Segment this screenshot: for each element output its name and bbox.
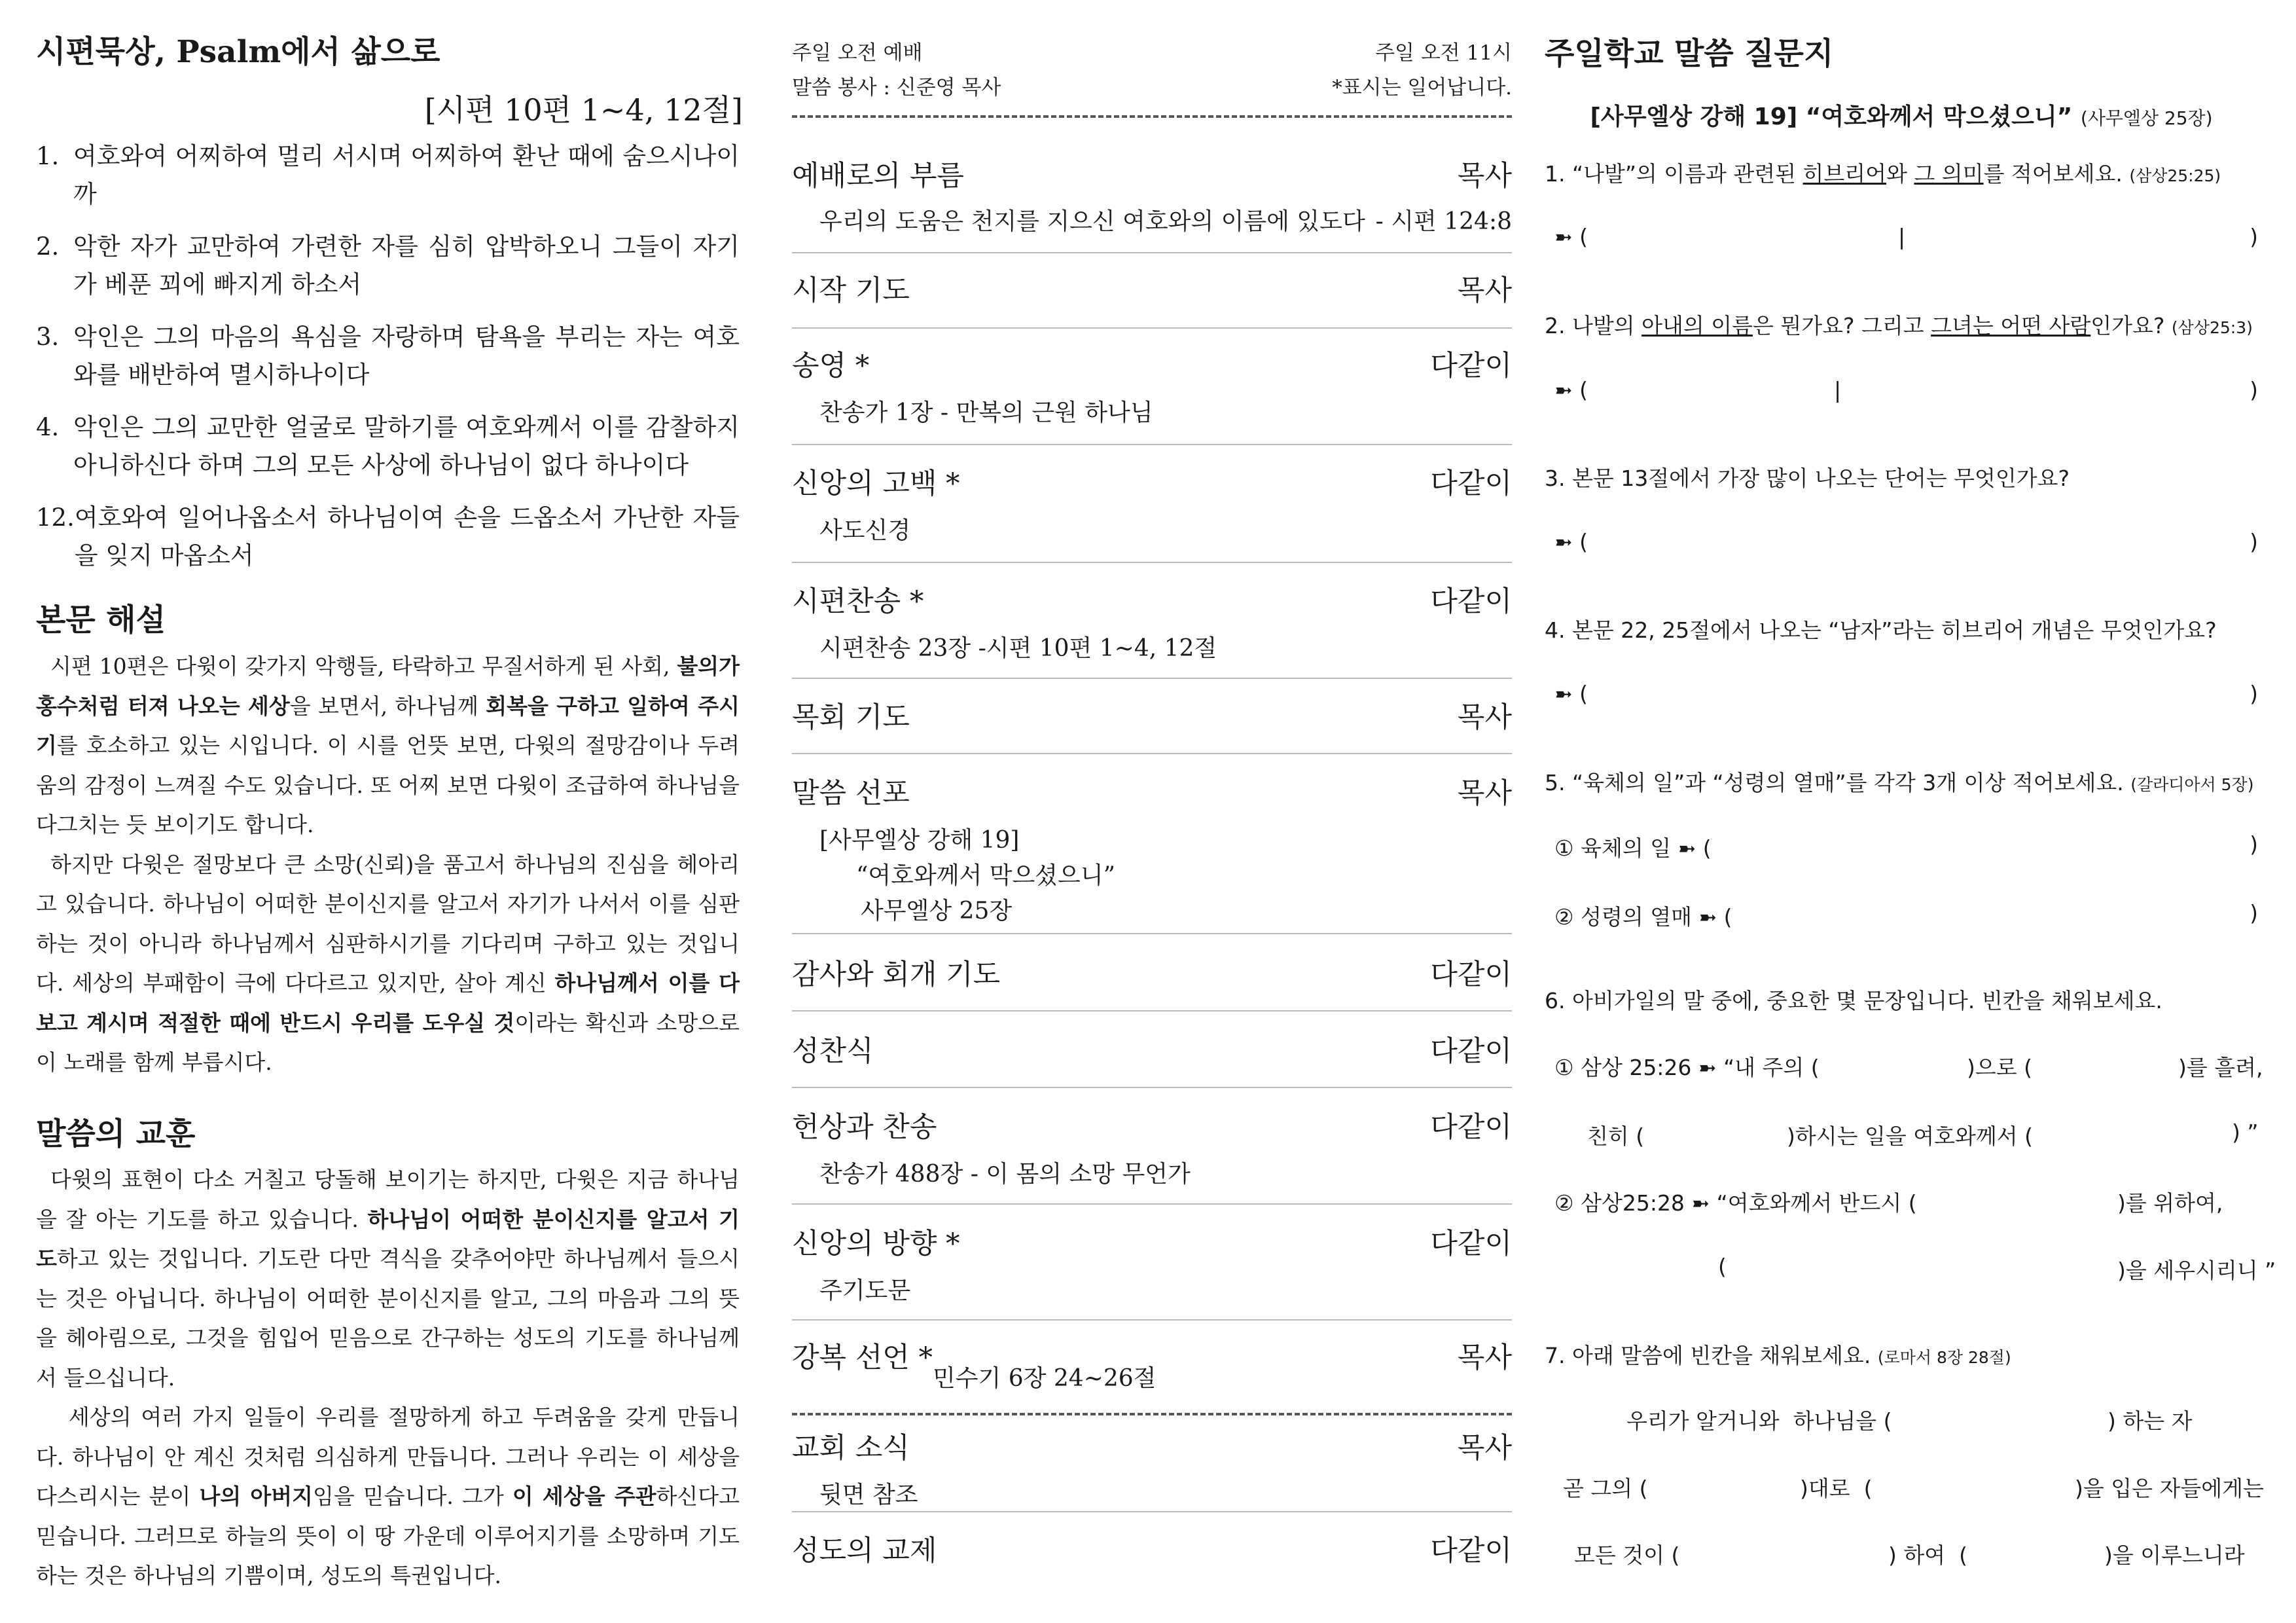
paren: ) — [2250, 831, 2258, 857]
divider — [792, 1010, 1512, 1012]
service-name: 주일 오전 예배 — [792, 41, 923, 65]
stand-note: *표시는 일어납니다. — [1332, 76, 1512, 100]
lesson-paragraph — [36, 1160, 740, 1398]
answer-open — [1554, 377, 1588, 403]
text-span: 은 뭔가요? 그리고 — [1753, 313, 1931, 338]
fill-blank-line[interactable] — [1554, 1186, 1917, 1217]
paren: ( — [1579, 224, 1588, 249]
paren: ) — [2250, 681, 2258, 706]
divider — [792, 1319, 1512, 1321]
divider — [792, 562, 1512, 563]
question-3: 3. 본문 13절에서 가장 많이 나오는 단어는 무엇인가요? — [1545, 465, 2070, 491]
text-span: 하고 있는 것입니다. 기도란 다만 격식을 갖추어야만 하나님께서 들으시는 것은 아닙니다. 하나님이 어떠한 분이신지를 알고, 그의 마음과 그의 뜻을 헤아림으로, 그것을 힘입어 믿음으로 간구하는 성도의 기도를 하나님께서 들으십니다. — [36, 1246, 740, 1391]
text-span: 를 적어보세요. — [1983, 161, 2130, 187]
text-span: “내 주의 ( — [1723, 1055, 1820, 1080]
text-span: 다윗의 표현이 다소 거칠고 당돌해 보이기는 하지만, 다윗은 지금 하나님을 잘 아는 기도를 하고 있습니다. — [36, 1167, 740, 1232]
divider — [792, 933, 1512, 934]
sermon-passage: 사무엘상 25장 — [861, 898, 1013, 924]
lesson-paragraph — [36, 1398, 740, 1596]
fill-blank-segment[interactable]: 친히 ( — [1587, 1123, 1645, 1149]
fill-blank-segment[interactable]: )을 이루느니라 — [2104, 1542, 2245, 1568]
divider — [792, 444, 1512, 445]
commentary-heading: 본문 해설 — [36, 602, 166, 638]
arrow-icon: ➼ — [1554, 681, 1573, 706]
answer-open — [1554, 681, 1588, 706]
meditation-column — [36, 0, 743, 1623]
paren: ) — [2250, 900, 2258, 926]
underlined-text: 그 의미 — [1914, 161, 1984, 187]
emphasis-text: 나의 아버지 — [199, 1484, 313, 1509]
order-leader: 다같이 — [1430, 1535, 1512, 1567]
verse-text: 악한 자가 교만하여 가련한 자를 심히 압박하오니 그들이 자기가 베푼 꾀에 빠지게 하소서 — [73, 232, 740, 299]
divider — [792, 1511, 1512, 1512]
order-detail: 뒷면 참조 — [819, 1482, 918, 1508]
order-detail: 사도신경 — [819, 517, 911, 544]
arrow-icon: ➼ — [1677, 835, 1696, 861]
paren: ( — [1579, 529, 1588, 555]
verse-text: 여호와여 일어나옵소서 하나님이여 손을 드옵소서 가난한 자들을 잊지 마옵소서 — [74, 503, 740, 570]
subtitle-ref: (사무엘상 25장) — [2080, 107, 2213, 129]
answer-label: ② 성령의 열매 — [1554, 904, 1692, 930]
fill-blank-segment[interactable]: )하시는 일을 여호와께서 ( — [1787, 1123, 2033, 1149]
lesson-heading: 말씀의 교훈 — [36, 1116, 196, 1152]
order-detail: 우리의 도움은 천지를 지으신 여호와의 이름에 있도다 — [819, 208, 1365, 235]
order-title: 감사와 회개 기도 — [792, 958, 1001, 991]
paren: ( — [1579, 681, 1588, 706]
order-title: 말씀 선포 — [792, 777, 910, 810]
fill-blank-segment[interactable]: ( — [1718, 1254, 1727, 1279]
divider — [792, 1203, 1512, 1205]
order-leader: 목사 — [1457, 1341, 1512, 1374]
paren: ) — [2250, 377, 2258, 403]
service-header-row — [792, 36, 1512, 65]
preacher: 말씀 봉사 : 신준영 목사 — [792, 76, 1001, 100]
divider — [792, 327, 1512, 329]
fill-blank-segment[interactable]: )으로 ( — [1967, 1055, 2032, 1080]
order-item — [792, 268, 1512, 308]
question-4: 4. 본문 22, 25절에서 나오는 “남자”라는 히브리어 개념은 무엇인가요? — [1545, 617, 2217, 643]
divider — [792, 753, 1512, 754]
question-2 — [1545, 309, 2258, 340]
verse-list — [36, 137, 740, 589]
verse-number: 3. — [36, 323, 60, 351]
order-leader: 다같이 — [1430, 1228, 1512, 1260]
underlined-text: 아내의 이름 — [1641, 313, 1753, 338]
question-7 — [1545, 1339, 2258, 1370]
verse-ref: ① 삼상 25:26 — [1554, 1055, 1692, 1080]
underlined-text: 그녀는 어떤 사람 — [1931, 313, 2091, 338]
fill-blank-segment[interactable]: ) 하여 ( — [1888, 1542, 1967, 1568]
order-leader: 목사 — [1457, 274, 1512, 307]
fill-blank-line[interactable] — [1554, 1051, 1820, 1082]
service-time: 주일 오전 11시 — [1375, 41, 1512, 65]
order-title: 시편찬송 * — [792, 585, 924, 618]
commentary-paragraph — [36, 845, 740, 1083]
dashed-divider — [792, 1413, 1512, 1415]
commentary-paragraph — [36, 647, 740, 845]
order-leader: 목사 — [1457, 701, 1512, 734]
question-6: 6. 아비가일의 말 중에, 중요한 몇 문장입니다. 빈칸을 채워보세요. — [1545, 988, 2162, 1013]
order-title: 성찬식 — [792, 1035, 874, 1068]
order-title: 성도의 교제 — [792, 1535, 937, 1567]
verse-number: 4. — [36, 413, 60, 441]
fill-blank-segment[interactable]: )을 입은 자들에게는 — [2075, 1476, 2264, 1501]
order-leader: 다같이 — [1430, 350, 1512, 382]
order-leader: 다같이 — [1430, 585, 1512, 618]
verse-text: 악인은 그의 마음의 욕심을 자랑하며 탐욕을 부리는 자는 여호와를 배반하여 멸시하나이다 — [73, 323, 740, 389]
question-sheet-title: 주일학교 말씀 질문지 — [1545, 36, 1834, 72]
order-item — [792, 154, 1512, 240]
question-sheet-column — [1545, 0, 2276, 1623]
fill-blank-segment[interactable]: 우리가 알거니와 하나님을 ( — [1626, 1408, 1892, 1434]
verse-item — [36, 409, 740, 484]
paren: ( — [1579, 377, 1588, 403]
emphasis-text: 불의가 홍수처럼 터져 나오는 세상 — [36, 653, 740, 719]
order-detail: 찬송가 488장 - 이 몸의 소망 무언가 — [819, 1161, 1191, 1188]
verse-ref: ② 삼상25:28 — [1554, 1190, 1685, 1216]
text-span: 5. “육체의 일”과 “성령의 열매”를 각각 3개 이상 적어보세요. — [1545, 770, 2131, 795]
order-item — [792, 771, 1512, 929]
text-span: 을 보면서, 하나님께 — [289, 693, 486, 719]
order-item — [792, 579, 1512, 666]
order-title: 교회 소식 — [792, 1432, 910, 1465]
answer-open — [1554, 529, 1588, 555]
answer-open — [1554, 831, 1712, 862]
divider — [792, 252, 1512, 253]
meditation-title: 시편묵상, Psalm에서 삶으로 — [36, 34, 440, 70]
text-span: 인가요? — [2090, 313, 2172, 338]
text-span: 와 — [1886, 161, 1914, 187]
order-title: 신앙의 방향 * — [792, 1228, 960, 1260]
order-leader: 목사 — [1457, 160, 1512, 192]
order-title: 강복 선언 * — [792, 1341, 933, 1374]
verse-number: 12. — [36, 503, 75, 532]
answer-divider: | — [1898, 224, 1906, 249]
order-item — [792, 1222, 1512, 1309]
answer-open — [1554, 900, 1732, 931]
order-detail: 민수기 6장 24~26절 — [933, 1365, 1157, 1392]
paren: ) — [2250, 529, 2258, 555]
order-leader: 목사 — [1457, 777, 1512, 810]
order-item — [792, 953, 1512, 993]
text-span: “여호와께서 반드시 ( — [1716, 1190, 1917, 1216]
order-detail: 시편찬송 23장 -시편 10편 1~4, 12절 — [819, 635, 1217, 662]
question-ref: (삼상25:3) — [2171, 318, 2253, 337]
order-item — [792, 1529, 1512, 1569]
order-item — [792, 1105, 1512, 1192]
arrow-icon: ➼ — [1698, 1055, 1717, 1080]
commentary-text — [36, 647, 740, 1083]
text-span: 하신다고 믿습니다. 그러므로 하늘의 뜻이 이 땅 가운데 이루어지기를 소망하며 기도하는 것은 하나님의 기쁨이며, 성도의 특권입니다. — [36, 1484, 740, 1588]
order-leader: 다같이 — [1430, 1111, 1512, 1144]
verse-text: 여호와여 어찌하여 멀리 서시며 어찌하여 환난 때에 숨으시나이까 — [73, 142, 740, 208]
question-ref: (삼상25:25) — [2129, 166, 2221, 185]
order-item — [792, 1426, 1512, 1513]
order-item — [792, 695, 1512, 735]
fill-blank-segment[interactable]: ) 하는 자 — [2108, 1408, 2193, 1434]
verse-text: 악인은 그의 교만한 얼굴로 말하기를 여호와께서 이를 감찰하지 아니하신다 하며 그의 모든 사상에 하나님이 없다 하나이다 — [73, 413, 740, 479]
verse-item — [36, 318, 740, 394]
text-span: 임을 믿습니다. 그가 — [312, 1484, 512, 1509]
answer-open — [1554, 224, 1588, 249]
order-leader: 목사 — [1457, 1432, 1512, 1465]
fill-blank-segment[interactable]: ) ” — [2232, 1120, 2259, 1145]
scripture-reference: [시편 10편 1~4, 12절] — [424, 92, 743, 128]
dashed-divider — [792, 115, 1512, 118]
paren: ( — [1702, 835, 1712, 861]
order-item — [792, 1336, 1512, 1396]
paren: ( — [1723, 904, 1732, 930]
fill-blank-segment[interactable]: 모든 것이 ( — [1574, 1542, 1680, 1568]
order-title: 헌상과 찬송 — [792, 1111, 937, 1144]
verse-item — [36, 137, 740, 213]
divider — [792, 678, 1512, 679]
order-detail-ref: - 시편 124:8 — [1375, 208, 1512, 235]
order-item — [792, 1029, 1512, 1069]
text-span: 이라는 확신과 소망으로 이 노래를 함께 부릅시다. — [36, 1010, 740, 1075]
verse-item — [36, 499, 740, 575]
order-leader: 다같이 — [1430, 467, 1512, 500]
answer-label: ① 육체의 일 — [1554, 835, 1672, 861]
fill-blank-segment[interactable]: 곧 그의 ( — [1563, 1476, 1648, 1501]
emphasis-text: 이 세상을 주관 — [512, 1484, 656, 1509]
emphasis-text: 하나님이 어떠한 분이신지를 알고서 기도 — [36, 1206, 740, 1271]
text-span: 세상의 여러 가지 일들이 우리를 절망하게 하고 두려움을 갖게 만듭니다. 하나님이 안 계신 것처럼 의심하게 만듭니다. 그러나 우리는 이 세상을 다스리시는 분이 — [36, 1404, 740, 1509]
question-sheet-subtitle — [1545, 98, 2258, 132]
question-ref: (로마서 8장 28절) — [1877, 1348, 2011, 1367]
order-leader: 다같이 — [1430, 1035, 1512, 1068]
arrow-icon: ➼ — [1698, 904, 1717, 930]
order-detail: 찬송가 1장 - 만복의 근원 하나님 — [819, 399, 1153, 426]
text-span: 를 호소하고 있는 시입니다. 이 시를 언뜻 보면, 다윗의 절망감이나 두려움의 감정이 느껴질 수도 있습니다. 또 어찌 보면 다윗이 조급하여 하나님을 다그치는 듯 보이기도 합니다. — [36, 733, 740, 837]
divider — [792, 1087, 1512, 1088]
fill-blank-segment[interactable]: )를 흘려, — [2178, 1055, 2263, 1080]
lesson-text — [36, 1160, 740, 1596]
arrow-icon: ➼ — [1691, 1190, 1710, 1216]
order-item — [792, 344, 1512, 431]
text-span: 하지만 다윗은 절망보다 큰 소망(신뢰)을 품고서 하나님의 진심을 헤아리고 있습니다. 하나님이 어떠한 분이신지를 알고서 자기가 나서서 이를 심판하는 것이 아니라 하나님께서 심판하시기를 기다리며 구하고 있는 것입니다. 세상의 부패함이 극에 다다르고 있지만, 살아 계신 — [36, 851, 740, 996]
subtitle-text: [사무엘상 강해 19] “여호와께서 막으셨으니” — [1590, 103, 2073, 130]
answer-divider: | — [1834, 377, 1842, 403]
emphasis-text: 하나님께서 이를 다 보고 계시며 적절한 때에 반드시 우리를 도우실 것 — [36, 970, 740, 1036]
question-1 — [1545, 157, 2258, 188]
text-span: 1. “나발”의 이름과 관련된 — [1545, 161, 1803, 187]
order-title: 송영 * — [792, 350, 870, 382]
service-header-row — [792, 71, 1512, 100]
arrow-icon: ➼ — [1554, 224, 1573, 249]
underlined-text: 히브리어 — [1803, 161, 1887, 187]
question-ref: (갈라디아서 5장) — [2130, 775, 2254, 794]
order-title: 목회 기도 — [792, 701, 910, 734]
text-span: 7. 아래 말씀에 빈칸을 채워보세요. — [1545, 1343, 1878, 1368]
order-detail: 주기도문 — [819, 1277, 911, 1304]
order-title: 신앙의 고백 * — [792, 467, 960, 500]
sermon-series: [사무엘상 강해 19] — [819, 827, 1020, 854]
verse-number: 1. — [36, 142, 60, 170]
fill-blank-segment[interactable]: )을 세우시리니 ” — [2117, 1258, 2276, 1283]
order-title: 시작 기도 — [792, 274, 910, 307]
order-item — [792, 462, 1512, 549]
text-span: 시편 10편은 다윗이 갖가지 악행들, 타락하고 무질서하게 된 사회, — [50, 653, 677, 679]
emphasis-text: 회복을 구하고 일하여 주시기 — [36, 693, 740, 758]
fill-blank-segment[interactable]: )대로 ( — [1800, 1476, 1873, 1501]
text-span: 2. 나발의 — [1545, 313, 1642, 338]
worship-order-column — [792, 0, 1512, 1623]
paren: ) — [2250, 224, 2258, 249]
question-5 — [1545, 766, 2258, 797]
sermon-title: “여호와께서 막으셨으니” — [856, 862, 1116, 889]
arrow-icon: ➼ — [1554, 377, 1573, 403]
order-title: 예배로의 부름 — [792, 160, 964, 192]
arrow-icon: ➼ — [1554, 529, 1573, 555]
verse-item — [36, 228, 740, 304]
verse-number: 2. — [36, 232, 60, 261]
fill-blank-segment[interactable]: )를 위하여, — [2117, 1190, 2223, 1216]
order-leader: 다같이 — [1430, 958, 1512, 991]
